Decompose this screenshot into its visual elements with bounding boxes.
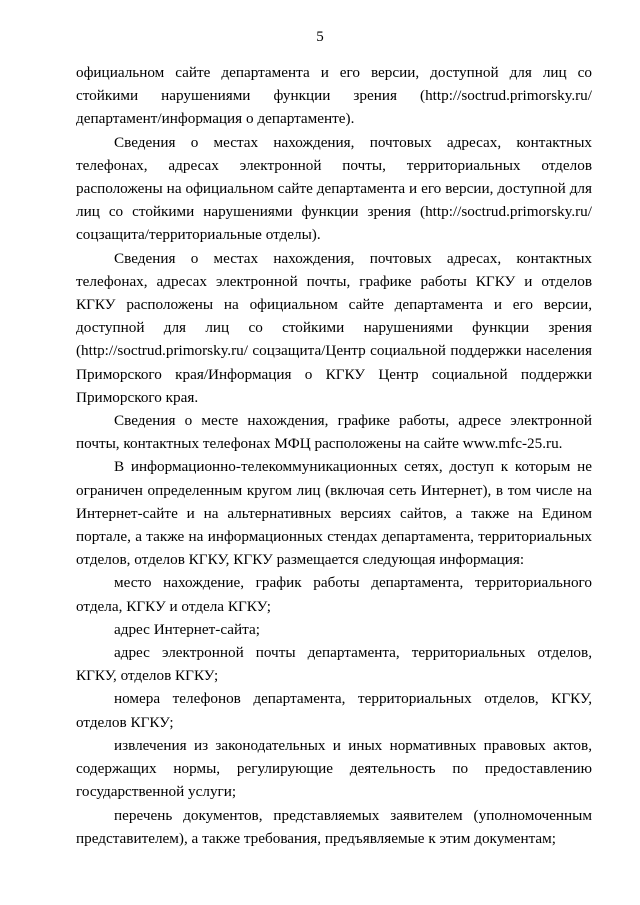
paragraph-territorial-offices-info: Сведения о местах нахождения, почтовых адресах, контактных телефонах, адресах электронной почты, территориальных отделов расположены на официальном сайте департамента и его версии, доступной для лиц со стойкими нарушениями функции зрения (http://soctrud.primorsky.ru/ соцзащита/территориальные отделы). <box>76 133 592 244</box>
list-item-website-address: адрес Интернет-сайта; <box>114 620 260 638</box>
paragraph-kgku-info: Сведения о местах нахождения, почтовых адресах, контактных телефонах, адресах электронной почты, графике работы КГКУ и отделов КГКУ расположены на официальном сайте департамента и его версии, доступной для лиц со стойкими нарушениями функции зрения (http://soctrud.primorsky.ru/ соцзащита/Центр социальной поддержки населения Приморского края/Информация о КГКУ Центр социальной поддержки Приморского края. <box>76 249 592 406</box>
list-item-phone-numbers: номера телефонов департамента, территориальных отделов, КГКУ, отделов КГКУ; <box>76 690 592 731</box>
paragraph-continuation: официальном сайте департамента и его версии, доступной для лиц со стойкими нарушениями функции зрения (http://soctrud.primorsky.ru/ департамент/информация о департаменте). <box>76 64 592 128</box>
page-number: 5 <box>316 29 324 45</box>
paragraph-mfc-info: Сведения о месте нахождения, графике работы, адресе электронной почты, контактных телефонах МФЦ расположены на сайте www.mfc-25.ru. <box>76 412 592 453</box>
list-item-legal-extracts: извлечения из законодательных и иных нормативных правовых актов, содержащих нормы, регулирующие деятельность по предоставлению государственной услуги; <box>76 736 592 801</box>
list-item-email-address: адрес электронной почты департамента, территориальных отделов, КГКУ, отделов КГКУ; <box>76 644 592 685</box>
paragraph-information-placement: В информационно-телекоммуникационных сетях, доступ к которым не ограничен определенным кругом лиц (включая сеть Интернет), в том числе на Интернет-сайте и на альтернативных версиях сайтов, а также на Едином портале, а также на информационных стендах департамента, территориальных отделов, отделов КГКУ, КГКУ размещается следующая информация: <box>76 458 592 569</box>
list-item-location-schedule: место нахождение, график работы департамента, территориального отдела, КГКУ и отдела КГКУ; <box>76 574 592 615</box>
document-body <box>76 61 592 850</box>
list-item-documents-list: перечень документов, представляемых заявителем (уполномоченным представителем), а также требования, предъявляемые к этим документам; <box>76 806 592 847</box>
